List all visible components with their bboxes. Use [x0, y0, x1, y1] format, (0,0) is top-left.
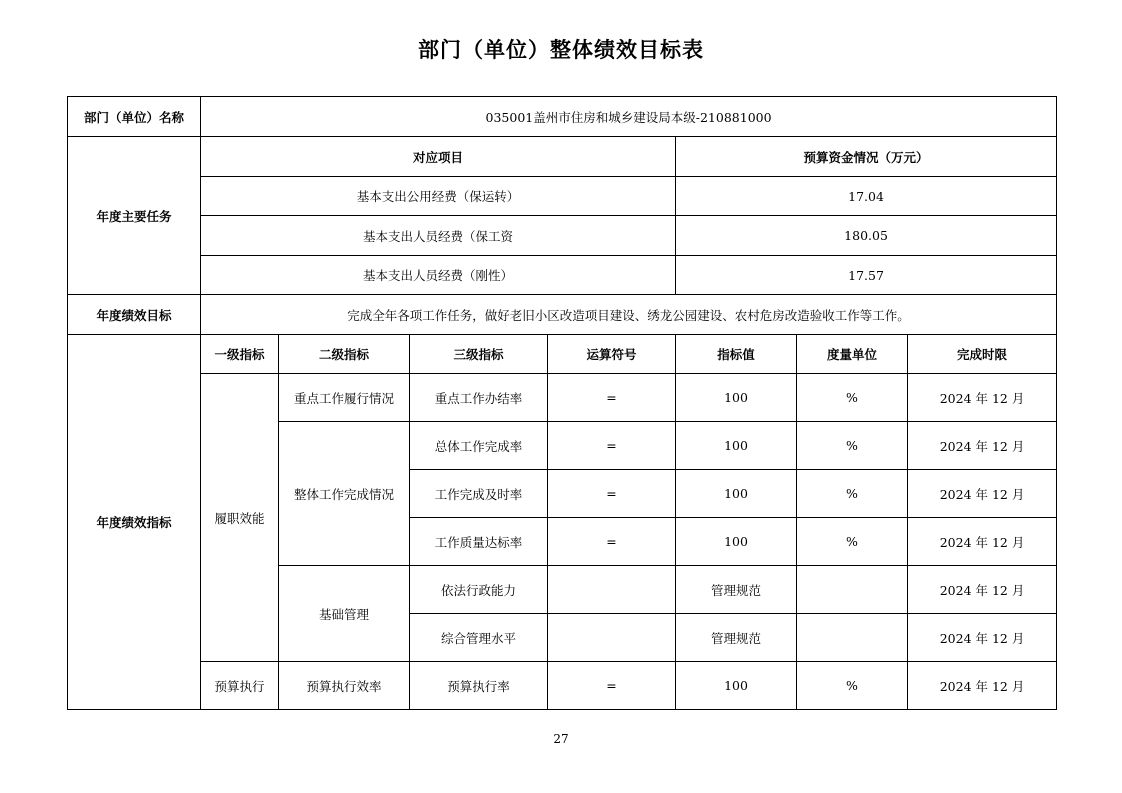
operator-cell: =	[548, 662, 676, 710]
value-cell: 100	[676, 662, 797, 710]
tasks-col-item: 对应项目	[201, 137, 676, 177]
indicators-header-row	[68, 335, 1057, 374]
task-budget: 17.57	[676, 256, 1057, 295]
deadline-cell: 2024 年 12 月	[908, 566, 1057, 614]
deadline-cell: 2024 年 12 月	[908, 614, 1057, 662]
indicators-label: 年度绩效指标	[68, 335, 201, 710]
operator-cell: =	[548, 518, 676, 566]
tasks-header-row	[68, 137, 1057, 177]
level3-cell: 工作完成及时率	[410, 470, 548, 518]
deadline-cell: 2024 年 12 月	[908, 374, 1057, 422]
goal-label: 年度绩效目标	[68, 295, 201, 335]
value-cell: 100	[676, 374, 797, 422]
value-cell: 100	[676, 422, 797, 470]
level3-cell: 预算执行率	[410, 662, 548, 710]
unit-cell: %	[797, 470, 908, 518]
task-budget: 17.04	[676, 177, 1057, 216]
dept-row	[68, 97, 1057, 137]
level3-cell: 依法行政能力	[410, 566, 548, 614]
header-deadline: 完成时限	[908, 335, 1057, 374]
operator-cell	[548, 566, 676, 614]
deadline-cell: 2024 年 12 月	[908, 470, 1057, 518]
task-item: 基本支出人员经费（保工资	[201, 216, 676, 256]
performance-target-table	[67, 96, 1057, 710]
header-unit: 度量单位	[797, 335, 908, 374]
indicator-row	[68, 662, 1057, 710]
value-cell: 管理规范	[676, 566, 797, 614]
level2-cell: 基础管理	[279, 566, 410, 662]
value-cell: 100	[676, 518, 797, 566]
task-row	[68, 256, 1057, 295]
level2-cell: 重点工作履行情况	[279, 374, 410, 422]
level3-cell: 工作质量达标率	[410, 518, 548, 566]
unit-cell: %	[797, 422, 908, 470]
level3-cell: 总体工作完成率	[410, 422, 548, 470]
dept-name: 035001盖州市住房和城乡建设局本级-210881000	[201, 97, 1057, 137]
task-row	[68, 216, 1057, 256]
task-row	[68, 177, 1057, 216]
task-budget: 180.05	[676, 216, 1057, 256]
page-number: 27	[553, 732, 569, 746]
level3-cell: 重点工作办结率	[410, 374, 548, 422]
unit-cell: %	[797, 662, 908, 710]
goal-text: 完成全年各项工作任务，做好老旧小区改造项目建设、绣龙公园建设、农村危房改造验收工作等工作。	[201, 295, 1057, 335]
level3-cell: 综合管理水平	[410, 614, 548, 662]
unit-cell: %	[797, 518, 908, 566]
value-cell: 管理规范	[676, 614, 797, 662]
page-title: 部门（单位）整体绩效目标表	[418, 38, 704, 62]
task-item: 基本支出公用经费（保运转）	[201, 177, 676, 216]
task-item: 基本支出人员经费（刚性）	[201, 256, 676, 295]
deadline-cell: 2024 年 12 月	[908, 422, 1057, 470]
level2-cell: 预算执行效率	[279, 662, 410, 710]
operator-cell	[548, 614, 676, 662]
header-value: 指标值	[676, 335, 797, 374]
unit-cell	[797, 566, 908, 614]
goal-row	[68, 295, 1057, 335]
dept-label: 部门（单位）名称	[68, 97, 201, 137]
tasks-col-budget: 预算资金情况（万元）	[676, 137, 1057, 177]
level1-cell: 预算执行	[201, 662, 279, 710]
indicator-row	[68, 374, 1057, 422]
header-operator: 运算符号	[548, 335, 676, 374]
header-level2: 二级指标	[279, 335, 410, 374]
tasks-label: 年度主要任务	[68, 137, 201, 295]
deadline-cell: 2024 年 12 月	[908, 518, 1057, 566]
header-level3: 三级指标	[410, 335, 548, 374]
unit-cell: %	[797, 374, 908, 422]
operator-cell: =	[548, 470, 676, 518]
unit-cell	[797, 614, 908, 662]
deadline-cell: 2024 年 12 月	[908, 662, 1057, 710]
operator-cell: =	[548, 374, 676, 422]
level2-cell: 整体工作完成情况	[279, 422, 410, 566]
value-cell: 100	[676, 470, 797, 518]
operator-cell: =	[548, 422, 676, 470]
level1-cell: 履职效能	[201, 374, 279, 662]
header-level1: 一级指标	[201, 335, 279, 374]
